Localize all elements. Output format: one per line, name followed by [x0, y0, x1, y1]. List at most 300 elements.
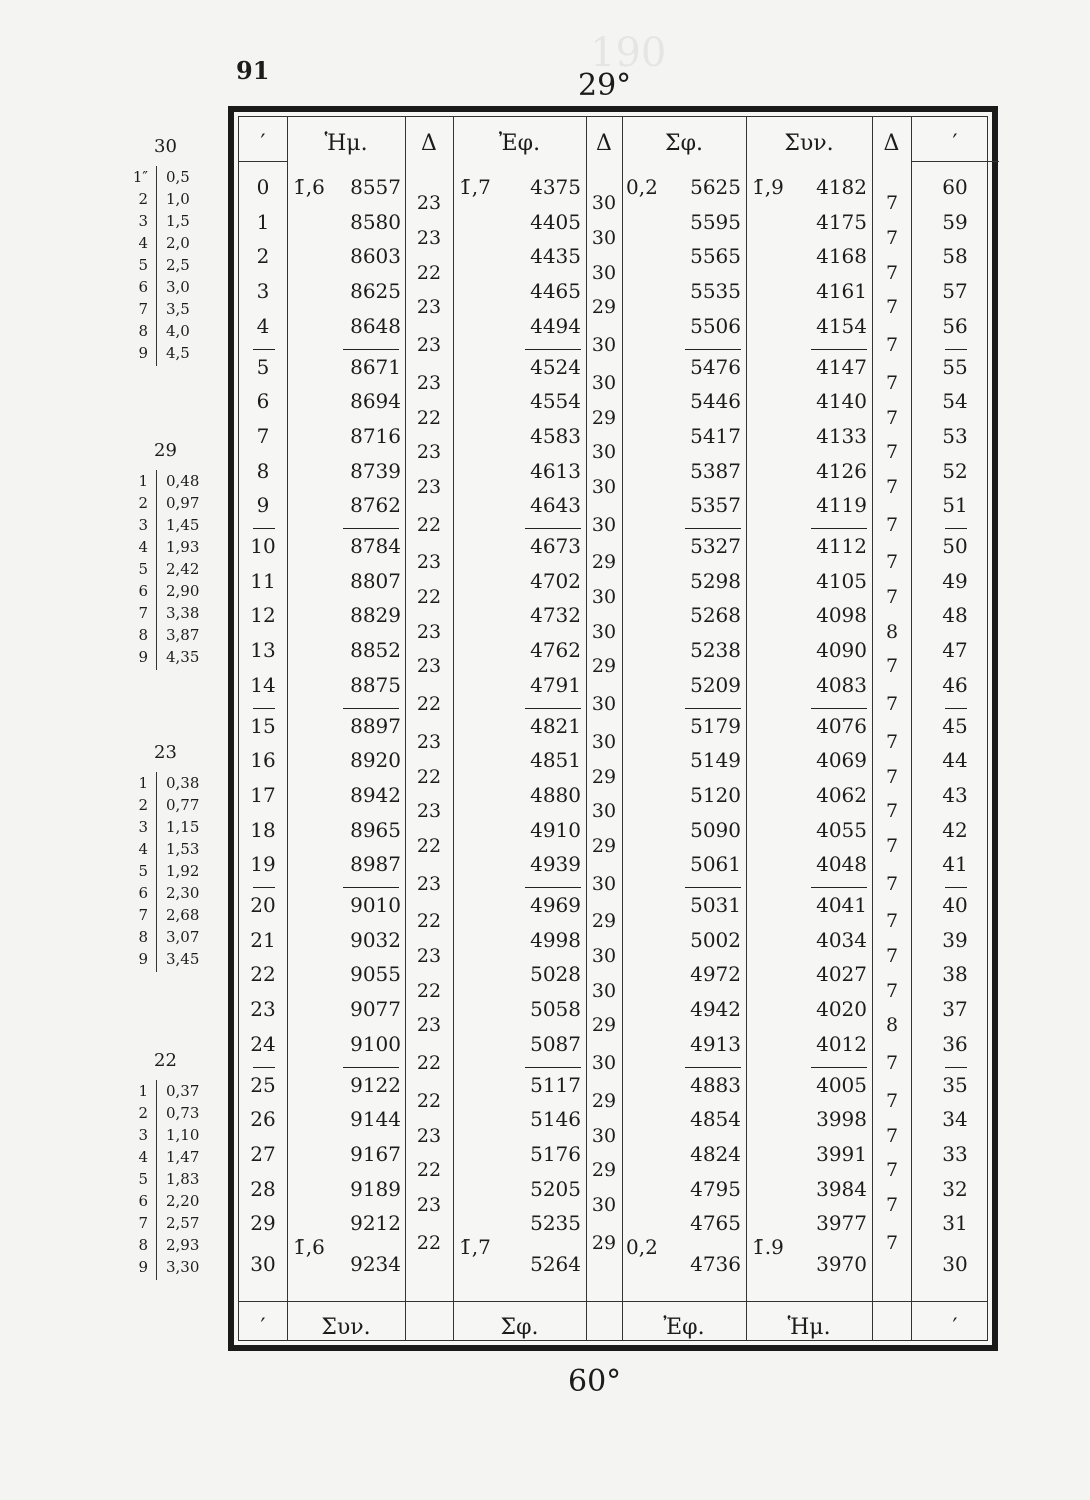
group-dash-right [945, 887, 967, 888]
cosine-difference: 7 [885, 406, 899, 429]
cosine-difference: 7 [885, 1089, 899, 1112]
proportional-parts-row [132, 168, 222, 188]
sine-value: 8739 [350, 458, 401, 483]
minute-left: 12 [250, 603, 276, 628]
minute-left: 20 [250, 893, 276, 917]
sine-difference: 23 [416, 1193, 442, 1216]
proportional-parts-index: 1 [138, 774, 148, 792]
cosine-value: 4175 [816, 209, 867, 234]
proportional-parts-index: 3 [138, 212, 148, 230]
header-minutes-left: ′ [260, 131, 266, 156]
proportional-parts-row [132, 950, 222, 970]
cosine-difference: 7 [885, 1159, 899, 1182]
proportional-parts-value: 2,30 [166, 884, 200, 902]
cotangent-value: 5446 [690, 389, 741, 414]
tangent-difference: 30 [591, 192, 617, 215]
cosine-difference: 7 [885, 227, 899, 250]
tangent-difference: 30 [591, 261, 617, 284]
cotangent-value: 4736 [690, 1252, 741, 1276]
group-dash-tangent [525, 887, 581, 888]
group-dash-cosine [811, 887, 867, 888]
minute-left: 27 [250, 1141, 276, 1166]
tangent-difference: 30 [591, 227, 617, 250]
proportional-parts-value: 0,97 [166, 494, 200, 512]
minute-left: 22 [250, 962, 276, 987]
proportional-parts-value: 4,0 [166, 322, 190, 340]
proportional-parts-value: 1,10 [166, 1126, 200, 1144]
proportional-parts-row [132, 1236, 222, 1256]
minute-right: 34 [942, 1107, 968, 1132]
cotangent-value: 5090 [690, 817, 741, 842]
footer-sine: Ἡμ. [787, 1315, 831, 1340]
group-dash-cotangent [685, 887, 741, 888]
minute-right: 57 [942, 279, 968, 304]
cosine-value: 3977 [816, 1211, 867, 1236]
cotangent-value: 4854 [690, 1107, 741, 1132]
proportional-parts-index: 8 [138, 1236, 148, 1254]
sine-value: 8762 [350, 493, 401, 518]
sine-value: 9234 [350, 1252, 401, 1276]
tangent-difference: 29 [591, 910, 617, 933]
cosine-difference: 7 [885, 334, 899, 357]
tangent-difference: 30 [591, 693, 617, 716]
minute-right: 54 [942, 389, 968, 414]
group-dash-cosine [811, 708, 867, 709]
group-dash-cosine [811, 528, 867, 529]
proportional-parts-value: 2,20 [166, 1192, 200, 1210]
minute-left: 18 [250, 817, 276, 842]
minute-left: 14 [250, 672, 276, 697]
tangent-value: 4939 [530, 852, 581, 877]
tangent-difference: 30 [591, 586, 617, 609]
cosine-value: 4105 [816, 568, 867, 593]
proportional-parts-index: 3 [138, 516, 148, 534]
proportional-parts-index: 4 [138, 1148, 148, 1166]
proportional-parts-row [132, 1192, 222, 1212]
proportional-parts-value: 1,47 [166, 1148, 200, 1166]
proportional-parts-row [132, 840, 222, 860]
proportional-parts-value: 3,0 [166, 278, 190, 296]
tangent-value: 5117 [530, 1072, 581, 1097]
proportional-parts-value: 2,42 [166, 560, 200, 578]
proportional-parts-value: 1,93 [166, 538, 200, 556]
group-dash-right [945, 1067, 967, 1068]
sine-value: 8852 [350, 638, 401, 663]
tangent-value: 4465 [530, 279, 581, 304]
minute-left: 2 [256, 244, 270, 269]
minute-right: 52 [942, 458, 968, 483]
minute-right: 39 [942, 927, 968, 952]
group-dash-sine [343, 887, 399, 888]
sine-value: 8942 [350, 782, 401, 807]
minute-right: 33 [942, 1141, 968, 1166]
cotangent-value: 5061 [690, 852, 741, 877]
proportional-parts-title: 29 [154, 440, 177, 461]
sine-difference: 23 [416, 227, 442, 250]
tangent-value: 5028 [530, 962, 581, 987]
minute-left: 6 [256, 389, 270, 414]
degree-bottom: 60° [568, 1364, 622, 1399]
sine-difference: 22 [416, 1089, 442, 1112]
cotangent-value: 5476 [690, 354, 741, 379]
cosine-value: 4154 [816, 313, 867, 338]
tangent-difference: 29 [591, 1089, 617, 1112]
cotangent-value: 4942 [690, 997, 741, 1022]
proportional-parts-value: 4,35 [166, 648, 200, 666]
proportional-parts-index: 4 [138, 840, 148, 858]
tangent-value: 5176 [530, 1141, 581, 1166]
cosine-value: 4020 [816, 997, 867, 1022]
footer-minutes-left: ′ [260, 1315, 266, 1340]
tangent-value: 4583 [530, 423, 581, 448]
minute-right: 37 [942, 997, 968, 1022]
cosine-difference: 8 [885, 1014, 899, 1037]
cotangent-value: 5209 [690, 672, 741, 697]
tangent-value: 4732 [530, 603, 581, 628]
minute-right: 47 [942, 638, 968, 663]
proportional-parts-index: 7 [138, 906, 148, 924]
minute-left: 16 [250, 748, 276, 773]
proportional-parts-index: 1 [138, 472, 148, 490]
tangent-difference: 30 [591, 620, 617, 643]
proportional-parts-row [132, 604, 222, 624]
tangent-value: 4524 [530, 354, 581, 379]
proportional-parts-value: 4,5 [166, 344, 190, 362]
group-dash-sine [343, 349, 399, 350]
proportional-parts-index: 9 [138, 950, 148, 968]
sine-value: 8784 [350, 534, 401, 558]
minute-right: 50 [942, 534, 968, 558]
cosine-value: 3970 [816, 1252, 867, 1276]
cosine-value: 4140 [816, 389, 867, 414]
tangent-difference: 29 [591, 1014, 617, 1037]
group-dash-cotangent [685, 349, 741, 350]
proportional-parts-row [132, 516, 222, 536]
minute-left: 30 [250, 1252, 276, 1276]
proportional-parts-row [132, 626, 222, 646]
cosine-difference: 7 [885, 765, 899, 788]
minute-right: 38 [942, 962, 968, 987]
tangent-difference: 30 [591, 800, 617, 823]
proportional-parts-value: 0,73 [166, 1104, 200, 1122]
proportional-parts-index: 5 [138, 1170, 148, 1188]
tangent-value: 4851 [530, 748, 581, 773]
proportional-parts-index: 8 [138, 322, 148, 340]
cotangent-value: 5149 [690, 748, 741, 773]
header-rule [911, 161, 999, 162]
tangent-difference: 30 [591, 1193, 617, 1216]
proportional-parts-row [132, 560, 222, 580]
cotangent-characteristic-bottom: 0,2 [626, 1235, 658, 1259]
proportional-parts-title: 22 [154, 1050, 177, 1071]
proportional-parts-value: 2,68 [166, 906, 200, 924]
sine-value: 8671 [350, 354, 401, 379]
cotangent-value: 5002 [690, 927, 741, 952]
proportional-parts-value: 1,45 [166, 516, 200, 534]
minute-right: 36 [942, 1031, 968, 1056]
minute-left: 7 [256, 423, 270, 448]
sine-value: 8807 [350, 568, 401, 593]
minute-right: 41 [942, 852, 968, 877]
sine-difference: 23 [416, 872, 442, 895]
group-dash-left [253, 349, 275, 350]
proportional-parts-value: 1,83 [166, 1170, 200, 1188]
sine-value: 8875 [350, 672, 401, 697]
proportional-parts-value: 3,45 [166, 950, 200, 968]
cosine-difference: 7 [885, 655, 899, 678]
cosine-difference: 7 [885, 1231, 899, 1254]
proportional-parts-value: 0,48 [166, 472, 200, 490]
proportional-parts-value: 3,07 [166, 928, 200, 946]
tangent-difference: 30 [591, 1124, 617, 1147]
tangent-difference: 29 [591, 406, 617, 429]
cotangent-value: 4765 [690, 1211, 741, 1236]
sine-value: 8965 [350, 817, 401, 842]
sine-difference: 22 [416, 910, 442, 933]
sine-difference: 23 [416, 334, 442, 357]
minute-left: 8 [256, 458, 270, 483]
footer-rule [239, 1301, 987, 1302]
tangent-difference: 29 [591, 1159, 617, 1182]
footer-cotangent: Σφ. [500, 1315, 539, 1340]
group-dash-cotangent [685, 1067, 741, 1068]
proportional-parts-row [132, 234, 222, 254]
proportional-parts-index: 9 [138, 1258, 148, 1276]
cosine-difference: 7 [885, 872, 899, 895]
col-divider [287, 117, 288, 1340]
cosine-value: 3998 [816, 1107, 867, 1132]
minute-left: 4 [256, 313, 270, 338]
header-cotangent: Σφ. [665, 131, 703, 156]
sine-difference: 23 [416, 1014, 442, 1037]
tangent-difference: 30 [591, 730, 617, 753]
minute-left: 29 [250, 1211, 276, 1236]
cosine-value: 4069 [816, 748, 867, 773]
sine-difference: 23 [416, 551, 442, 574]
sine-difference: 23 [416, 655, 442, 678]
group-dash-right [945, 349, 967, 350]
sine-difference: 22 [416, 1052, 442, 1075]
minute-right: 32 [942, 1176, 968, 1201]
tangent-difference: 29 [591, 296, 617, 319]
col-divider [622, 117, 623, 1340]
proportional-parts-index: 4 [138, 234, 148, 252]
proportional-parts-index: 5 [138, 256, 148, 274]
proportional-parts-title: 23 [154, 742, 177, 763]
group-dash-tangent [525, 528, 581, 529]
proportional-parts-index: 4 [138, 538, 148, 556]
minute-right: 59 [942, 209, 968, 234]
proportional-parts-table [132, 440, 222, 720]
tangent-value: 4494 [530, 313, 581, 338]
cosine-value: 4005 [816, 1072, 867, 1097]
group-dash-tangent [525, 1067, 581, 1068]
sine-value: 9167 [350, 1141, 401, 1166]
proportional-parts-value: 3,5 [166, 300, 190, 318]
group-dash-sine [343, 1067, 399, 1068]
proportional-parts-row [132, 1104, 222, 1124]
group-dash-left [253, 1067, 275, 1068]
minute-left: 19 [250, 852, 276, 877]
proportional-parts-row [132, 322, 222, 342]
header-minutes-right: ′ [952, 131, 958, 156]
cotangent-value: 4972 [690, 962, 741, 987]
minute-left: 26 [250, 1107, 276, 1132]
proportional-parts-row [132, 1170, 222, 1190]
cosine-difference: 7 [885, 261, 899, 284]
cosine-difference: 7 [885, 192, 899, 215]
sine-characteristic-bottom: 1̄,6 [293, 1235, 325, 1259]
tangent-characteristic: 1̄,7 [459, 175, 491, 199]
proportional-parts-row [132, 796, 222, 816]
cosine-difference: 7 [885, 1193, 899, 1216]
sine-value: 8625 [350, 279, 401, 304]
trig-table [228, 106, 998, 1351]
cosine-value: 3991 [816, 1141, 867, 1166]
cosine-difference: 8 [885, 620, 899, 643]
footer-tangent: Ἐφ. [663, 1315, 705, 1340]
minute-left: 13 [250, 638, 276, 663]
group-dash-sine [343, 708, 399, 709]
tangent-value: 4613 [530, 458, 581, 483]
sine-value: 8897 [350, 713, 401, 738]
sine-difference: 22 [416, 1159, 442, 1182]
cosine-value: 4112 [816, 534, 867, 558]
proportional-parts-index: 6 [138, 884, 148, 902]
sine-value: 8648 [350, 313, 401, 338]
minute-right: 60 [942, 175, 968, 199]
proportional-parts-value: 1,0 [166, 190, 190, 208]
degree-top: 29° [578, 68, 632, 103]
sine-difference: 22 [416, 406, 442, 429]
sine-difference: 23 [416, 800, 442, 823]
tangent-value: 4880 [530, 782, 581, 807]
sine-value: 8557 [350, 175, 401, 199]
proportional-parts-row [132, 818, 222, 838]
group-dash-left [253, 708, 275, 709]
cotangent-value: 5357 [690, 493, 741, 518]
proportional-parts-index: 3 [138, 1126, 148, 1144]
sine-difference: 23 [416, 1124, 442, 1147]
sine-difference: 23 [416, 441, 442, 464]
cosine-value: 4041 [816, 893, 867, 917]
proportional-parts-index: 7 [138, 300, 148, 318]
tangent-difference: 30 [591, 1052, 617, 1075]
proportional-parts-index: 2 [138, 796, 148, 814]
cosine-difference: 7 [885, 1124, 899, 1147]
sine-difference: 22 [416, 586, 442, 609]
proportional-parts-index: 3 [138, 818, 148, 836]
tangent-value: 4998 [530, 927, 581, 952]
proportional-parts-value: 0,77 [166, 796, 200, 814]
tangent-difference: 30 [591, 513, 617, 536]
header-sine: Ἡμ. [324, 131, 368, 156]
cosine-value: 4090 [816, 638, 867, 663]
cosine-value: 3984 [816, 1176, 867, 1201]
proportional-parts-index: 8 [138, 626, 148, 644]
proportional-parts-index: 5 [138, 862, 148, 880]
minute-left: 5 [256, 354, 270, 379]
minute-left: 25 [250, 1072, 276, 1097]
proportional-parts-row [132, 1082, 222, 1102]
cotangent-value: 4883 [690, 1072, 741, 1097]
cosine-value: 4048 [816, 852, 867, 877]
group-dash-left [253, 528, 275, 529]
cosine-value: 4083 [816, 672, 867, 697]
tangent-value: 5146 [530, 1107, 581, 1132]
cosine-value: 4076 [816, 713, 867, 738]
sine-difference: 22 [416, 513, 442, 536]
tangent-value: 4554 [530, 389, 581, 414]
minute-right: 56 [942, 313, 968, 338]
cotangent-value: 5238 [690, 638, 741, 663]
cotangent-value: 5417 [690, 423, 741, 448]
cosine-difference: 7 [885, 441, 899, 464]
tangent-value: 5205 [530, 1176, 581, 1201]
proportional-parts-index: 2 [138, 494, 148, 512]
cosine-difference: 7 [885, 475, 899, 498]
proportional-parts-index: 8 [138, 928, 148, 946]
minute-right: 44 [942, 748, 968, 773]
tangent-value: 5264 [530, 1252, 581, 1276]
sine-value: 8716 [350, 423, 401, 448]
cotangent-value: 5298 [690, 568, 741, 593]
tangent-value: 4969 [530, 893, 581, 917]
proportional-parts-value: 3,38 [166, 604, 200, 622]
cotangent-value: 5565 [690, 244, 741, 269]
tangent-value: 5087 [530, 1031, 581, 1056]
cosine-characteristic-bottom: 1̄.9 [752, 1235, 784, 1259]
minute-right: 30 [942, 1252, 968, 1276]
proportional-parts-row [132, 494, 222, 514]
sine-value: 8580 [350, 209, 401, 234]
minute-left: 23 [250, 997, 276, 1022]
proportional-parts-index: 9 [138, 648, 148, 666]
proportional-parts-index: 1 [138, 1082, 148, 1100]
minute-left: 0 [256, 175, 270, 199]
proportional-parts-index: 7 [138, 604, 148, 622]
sine-value: 9144 [350, 1107, 401, 1132]
minute-right: 35 [942, 1072, 968, 1097]
cosine-difference: 7 [885, 979, 899, 1002]
cotangent-value: 5387 [690, 458, 741, 483]
sine-value: 8694 [350, 389, 401, 414]
proportional-parts-row [132, 1126, 222, 1146]
minute-right: 48 [942, 603, 968, 628]
proportional-parts-index: 5 [138, 560, 148, 578]
proportional-parts-row [132, 1258, 222, 1278]
sine-value: 9010 [350, 893, 401, 917]
col-divider [872, 117, 873, 1340]
tangent-value: 4910 [530, 817, 581, 842]
proportional-parts-value: 3,30 [166, 1258, 200, 1276]
col-divider [453, 117, 454, 1340]
minute-left: 11 [250, 568, 276, 593]
tangent-value: 4791 [530, 672, 581, 697]
proportional-parts-value: 2,0 [166, 234, 190, 252]
proportional-parts-row [132, 1148, 222, 1168]
sine-value: 8987 [350, 852, 401, 877]
sine-difference: 22 [416, 979, 442, 1002]
sine-value: 8829 [350, 603, 401, 628]
minute-right: 51 [942, 493, 968, 518]
tangent-difference: 30 [591, 441, 617, 464]
minute-right: 45 [942, 713, 968, 738]
proportional-parts-value: 0,37 [166, 1082, 200, 1100]
group-dash-right [945, 708, 967, 709]
cosine-value: 4182 [816, 175, 867, 199]
minute-left: 17 [250, 782, 276, 807]
